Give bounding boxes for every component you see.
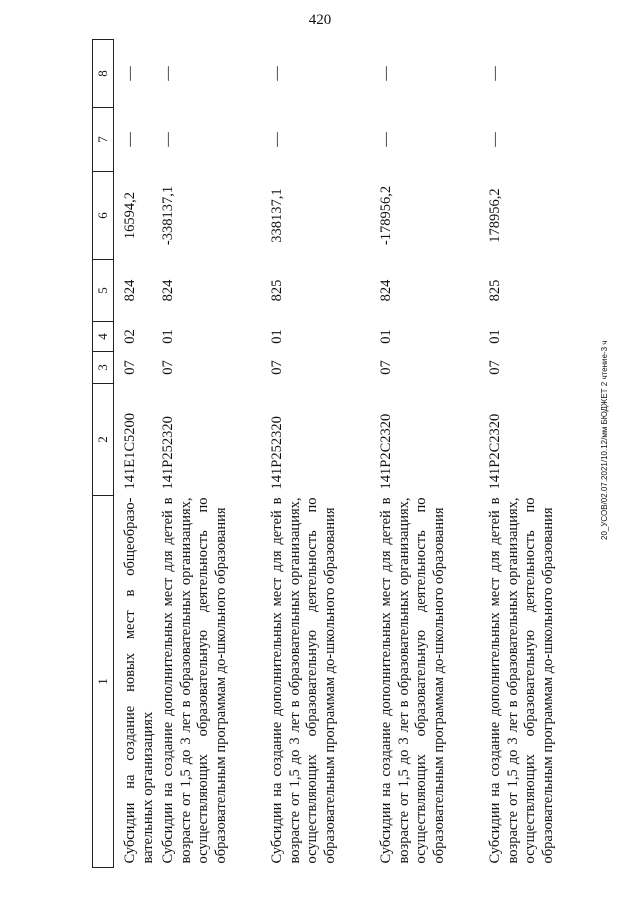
row-grbs: 824 [122,279,138,302]
row-sum: -178956,2 [378,185,394,246]
row-rz: 07 [160,360,176,375]
row-name: Субсидии на создание дополнительных мест для детей в возрасте от 1,5 до 3 лет в образовательных организациях, осуществляющих образовательную деятельность по образовательным программам до-школьного образования [269,497,338,864]
row-sum: -338137,1 [160,185,176,246]
rotated-table-container [92,40,610,868]
header-col-5: 5 [93,260,114,322]
row-name: Субсидии на создание новых мест в общеобразо-вательных организациях [122,497,156,864]
row-name: Субсидии на создание дополнительных мест для детей в возрасте от 1,5 до 3 лет в образовательных организациях, осуществляющих образовательную деятельность по образовательным программам до-школьного образования [487,497,556,864]
row-col8: — [269,66,285,81]
row-code: 141P2C2320 [487,413,503,490]
header-col-8: 8 [93,40,114,108]
row-col7: — [269,132,285,147]
row-name: Субсидии на создание дополнительных мест для детей в возрасте от 1,5 до 3 лет в образовательных организациях, осуществляющих образовательную деятельность по образовательным программам до-школьного образования [378,497,447,864]
table-row [267,40,376,868]
row-grbs: 824 [378,279,394,302]
row-rz: 07 [487,360,503,375]
row-grbs: 825 [269,279,285,302]
row-col7: — [160,132,176,147]
row-col8: — [378,66,394,81]
row-pr: 02 [122,329,138,344]
table-row [485,40,594,868]
header-col-2: 2 [93,384,114,496]
row-sum: 16594,2 [122,191,138,240]
row-grbs: 824 [160,279,176,302]
row-col8: — [160,66,176,81]
row-col7: — [487,132,503,147]
row-sum: 178956,2 [487,188,503,243]
table-row [120,40,158,868]
row-name: Субсидии на создание дополнительных мест для детей в возрасте от 1,5 до 3 лет в образовательных организациях, осуществляющих образовательную деятельность по образовательным программам до-школьного образования [160,497,229,864]
table-row [158,40,267,868]
header-col-1: 1 [93,496,114,868]
row-sum: 338137,1 [269,188,285,243]
page-number: 420 [308,12,332,28]
row-code: 141E1C5200 [122,412,138,490]
row-pr: 01 [269,329,285,344]
header-col-6: 6 [93,172,114,260]
row-code: 141P252320 [160,416,176,490]
row-pr: 01 [378,329,394,344]
footer-print-stamp: 20_УСОВ/02.07.2021/10.12/мм БЮДЖЕТ 2 чтение-3 ч [600,340,609,540]
row-pr: 01 [160,329,176,344]
header-col-4: 4 [93,322,114,352]
table-row [376,40,485,868]
header-col-7: 7 [93,108,114,172]
row-col7: — [122,132,138,147]
budget-table [92,39,594,868]
header-row [93,40,114,868]
row-code: 141P2C2320 [378,413,394,490]
header-col-3: 3 [93,352,114,384]
row-rz: 07 [378,360,394,375]
row-pr: 01 [487,329,503,344]
row-rz: 07 [269,360,285,375]
row-grbs: 825 [487,279,503,302]
row-col8: — [487,66,503,81]
row-col7: — [378,132,394,147]
row-code: 141P252320 [269,416,285,490]
row-rz: 07 [122,360,138,375]
row-col8: — [122,66,138,81]
